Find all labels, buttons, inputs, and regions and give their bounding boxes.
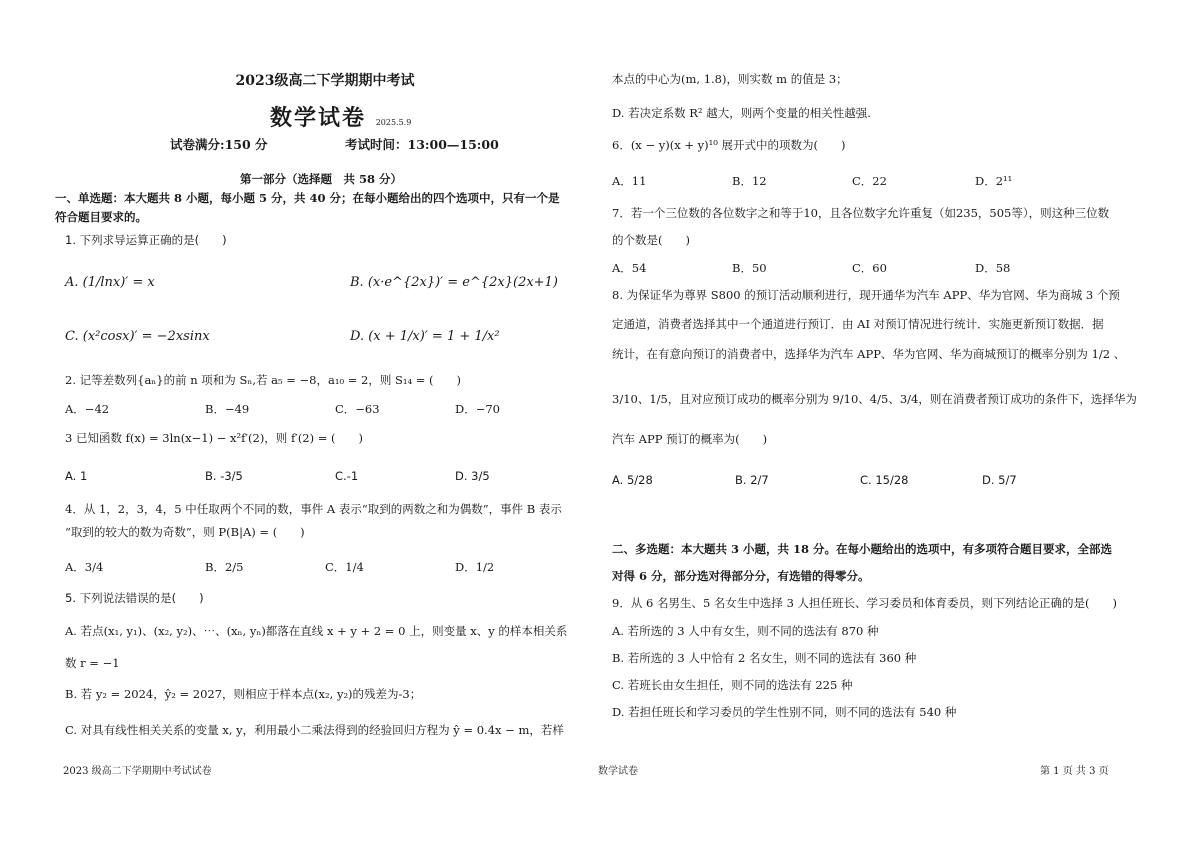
exam-date: 2025.5.9 <box>375 118 412 127</box>
exam-title: 2023级高二下学期期中考试 <box>235 73 415 89</box>
q7-option-d: D．58 <box>975 261 1011 275</box>
footer-left: 2023 级高二下学期期中考试试卷 <box>63 766 212 777</box>
q3-stem: 3 已知函数 f(x) = 3ln(x−1) − x²f′(2)，则 f′(2) = ( ) <box>65 431 364 445</box>
q9-option-b: B. 若所选的 3 人中恰有 2 名女生，则不同的选法有 360 种 <box>612 651 917 665</box>
q3-option-d: D. 3/5 <box>455 469 490 483</box>
q4-option-a: A．3/4 <box>65 560 104 574</box>
score-info: 试卷满分:150 分 <box>170 137 268 152</box>
q3-option-c: C.-1 <box>335 469 359 483</box>
q2-option-a: A．−42 <box>65 402 110 416</box>
q2-option-c: C．−63 <box>335 402 380 416</box>
subject-title <box>270 104 411 134</box>
q5-option-b: B. 若 y₂ = 2024，ŷ₂ = 2027，则相应于样本点(x₂, y₂)的残差为-3； <box>65 687 422 701</box>
q8-option-b: B. 2/7 <box>735 473 769 487</box>
q6-option-c: C．22 <box>852 174 887 188</box>
q1-option-b: B. (x·e^{2x})′ = e^{2x}(2x+1) <box>350 275 558 290</box>
q3-option-b: B. -3/5 <box>205 469 243 483</box>
q8-stem-line2: 定通道，消费者选择其中一个通道进行预订．由 AI 对预订情况进行统计．实施更新预订数据．据 <box>612 317 1104 331</box>
q5-option-c-line1: C. 对具有线性相关关系的变量 x, y，利用最小二乘法得到的经验回归方程为 ŷ = 0.4x − m，若样 <box>65 723 564 737</box>
q9-stem: 9．从 6 名男生、5 名女生中选择 3 人担任班长、学习委员和体育委员，则下列结论正确的是( ) <box>612 596 1118 610</box>
q6-option-b: B．12 <box>732 174 767 188</box>
section1-heading-line2: 符合题目要求的。 <box>55 210 147 224</box>
q5-stem: 5. 下列说法错误的是( ) <box>65 591 204 605</box>
q2-option-b: B．−49 <box>205 402 250 416</box>
q1-stem: 1. 下列求导运算正确的是( ) <box>65 233 227 247</box>
q6-option-d: D．2¹¹ <box>975 174 1013 188</box>
footer-page-number: 第 1 页 共 3 页 <box>1040 766 1109 777</box>
q7-stem-line1: 7．若一个三位数的各位数字之和等于10，且各位数字允许重复（如235，505等），则这种三位数 <box>612 206 1110 220</box>
q4-option-d: D．1/2 <box>455 560 495 574</box>
q1-option-d: D. (x + 1/x)′ = 1 + 1/x² <box>350 329 500 344</box>
q5-option-a-line2: 数 r = −1 <box>65 656 120 670</box>
time-info: 考试时间：13:00—15:00 <box>345 137 499 152</box>
footer-center: 数学试卷 <box>598 766 638 777</box>
q9-option-d: D. 若担任班长和学习委员的学生性别不同，则不同的选法有 540 种 <box>612 705 957 719</box>
q4-stem-line1: 4．从 1，2，3，4，5 中任取两个不同的数，事件 A 表示“取到的两数之和为偶数”，事件 B 表示 <box>65 502 562 516</box>
section1-heading-line1: 一、单选题：本大题共 8 小题，每小题 5 分，共 40 分；在每小题给出的四个选项中，只有一个是 <box>55 191 560 205</box>
q8-stem-line5: 汽车 APP 预订的概率为( ) <box>612 432 768 446</box>
q8-option-d: D. 5/7 <box>982 473 1017 487</box>
q6-stem: 6．(x − y)(x + y)¹⁰ 展开式中的项数为( ) <box>612 138 846 152</box>
q5-option-c-line2: 本点的中心为(m, 1.8)，则实数 m 的值是 3； <box>612 72 848 86</box>
subject-title-text: 数学试卷 <box>270 105 367 131</box>
q7-option-a: A．54 <box>612 261 647 275</box>
q8-stem-line4: 3/10、1/5，且对应预订成功的概率分别为 9/10、4/5、3/4，则在消费者预订成功的条件下，选择华为 <box>612 392 1137 406</box>
q8-option-c: C. 15/28 <box>860 473 909 487</box>
q7-option-b: B．50 <box>732 261 767 275</box>
q8-stem-line3: 统计，在有意向预订的消费者中，选择华为汽车 APP、华为官网、华为商城预订的概率分别为 1/2 、 <box>612 347 1126 361</box>
q6-option-a: A．11 <box>612 174 647 188</box>
q1-option-a: A. (1/lnx)′ = x <box>65 275 155 290</box>
q9-option-c: C. 若班长由女生担任，则不同的选法有 225 种 <box>612 678 853 692</box>
q5-option-a-line1: A. 若点(x₁, y₁)、(x₂, y₂)、⋯、(xₙ, yₙ)都落在直线 x + y + 2 = 0 上，则变量 x、y 的样本相关系 <box>65 624 568 638</box>
q7-stem-line2: 的个数是( ) <box>612 233 690 247</box>
q2-option-d: D．−70 <box>455 402 500 416</box>
q4-stem-line2: “取到的较大的数为奇数”，则 P(B|A) = ( ) <box>65 525 305 539</box>
q4-option-b: B．2/5 <box>205 560 244 574</box>
q4-option-c: C．1/4 <box>325 560 364 574</box>
left-column <box>55 0 615 760</box>
section2-heading-line1: 二、多选题：本大题共 3 小题，共 18 分。在每小题给出的选项中，有多项符合题目要求，全部选 <box>612 542 1113 556</box>
section2-heading-line2: 对得 6 分，部分选对得部分分，有选错的得零分。 <box>612 569 870 583</box>
q5-option-d: D. 若决定系数 R² 越大，则两个变量的相关性越强. <box>612 106 871 120</box>
right-column <box>610 0 1170 760</box>
q7-option-c: C．60 <box>852 261 887 275</box>
q3-option-a: A. 1 <box>65 469 88 483</box>
q8-stem-line1: 8. 为保证华为尊界 S800 的预订活动顺利进行，现开通华为汽车 APP、华为官网、华为商城 3 个预 <box>612 288 1120 302</box>
q2-stem: 2. 记等差数列{aₙ}的前 n 项和为 Sₙ,若 a₅ = −8，a₁₀ = 2，则 S₁₄ = ( ) <box>65 373 462 387</box>
q9-option-a: A. 若所选的 3 人中有女生，则不同的选法有 870 种 <box>612 624 879 638</box>
q1-option-c: C. (x²cosx)′ = −2xsinx <box>65 329 210 344</box>
part1-title: 第一部分（选择题 共 58 分） <box>240 172 403 186</box>
q8-option-a: A. 5/28 <box>612 473 653 487</box>
